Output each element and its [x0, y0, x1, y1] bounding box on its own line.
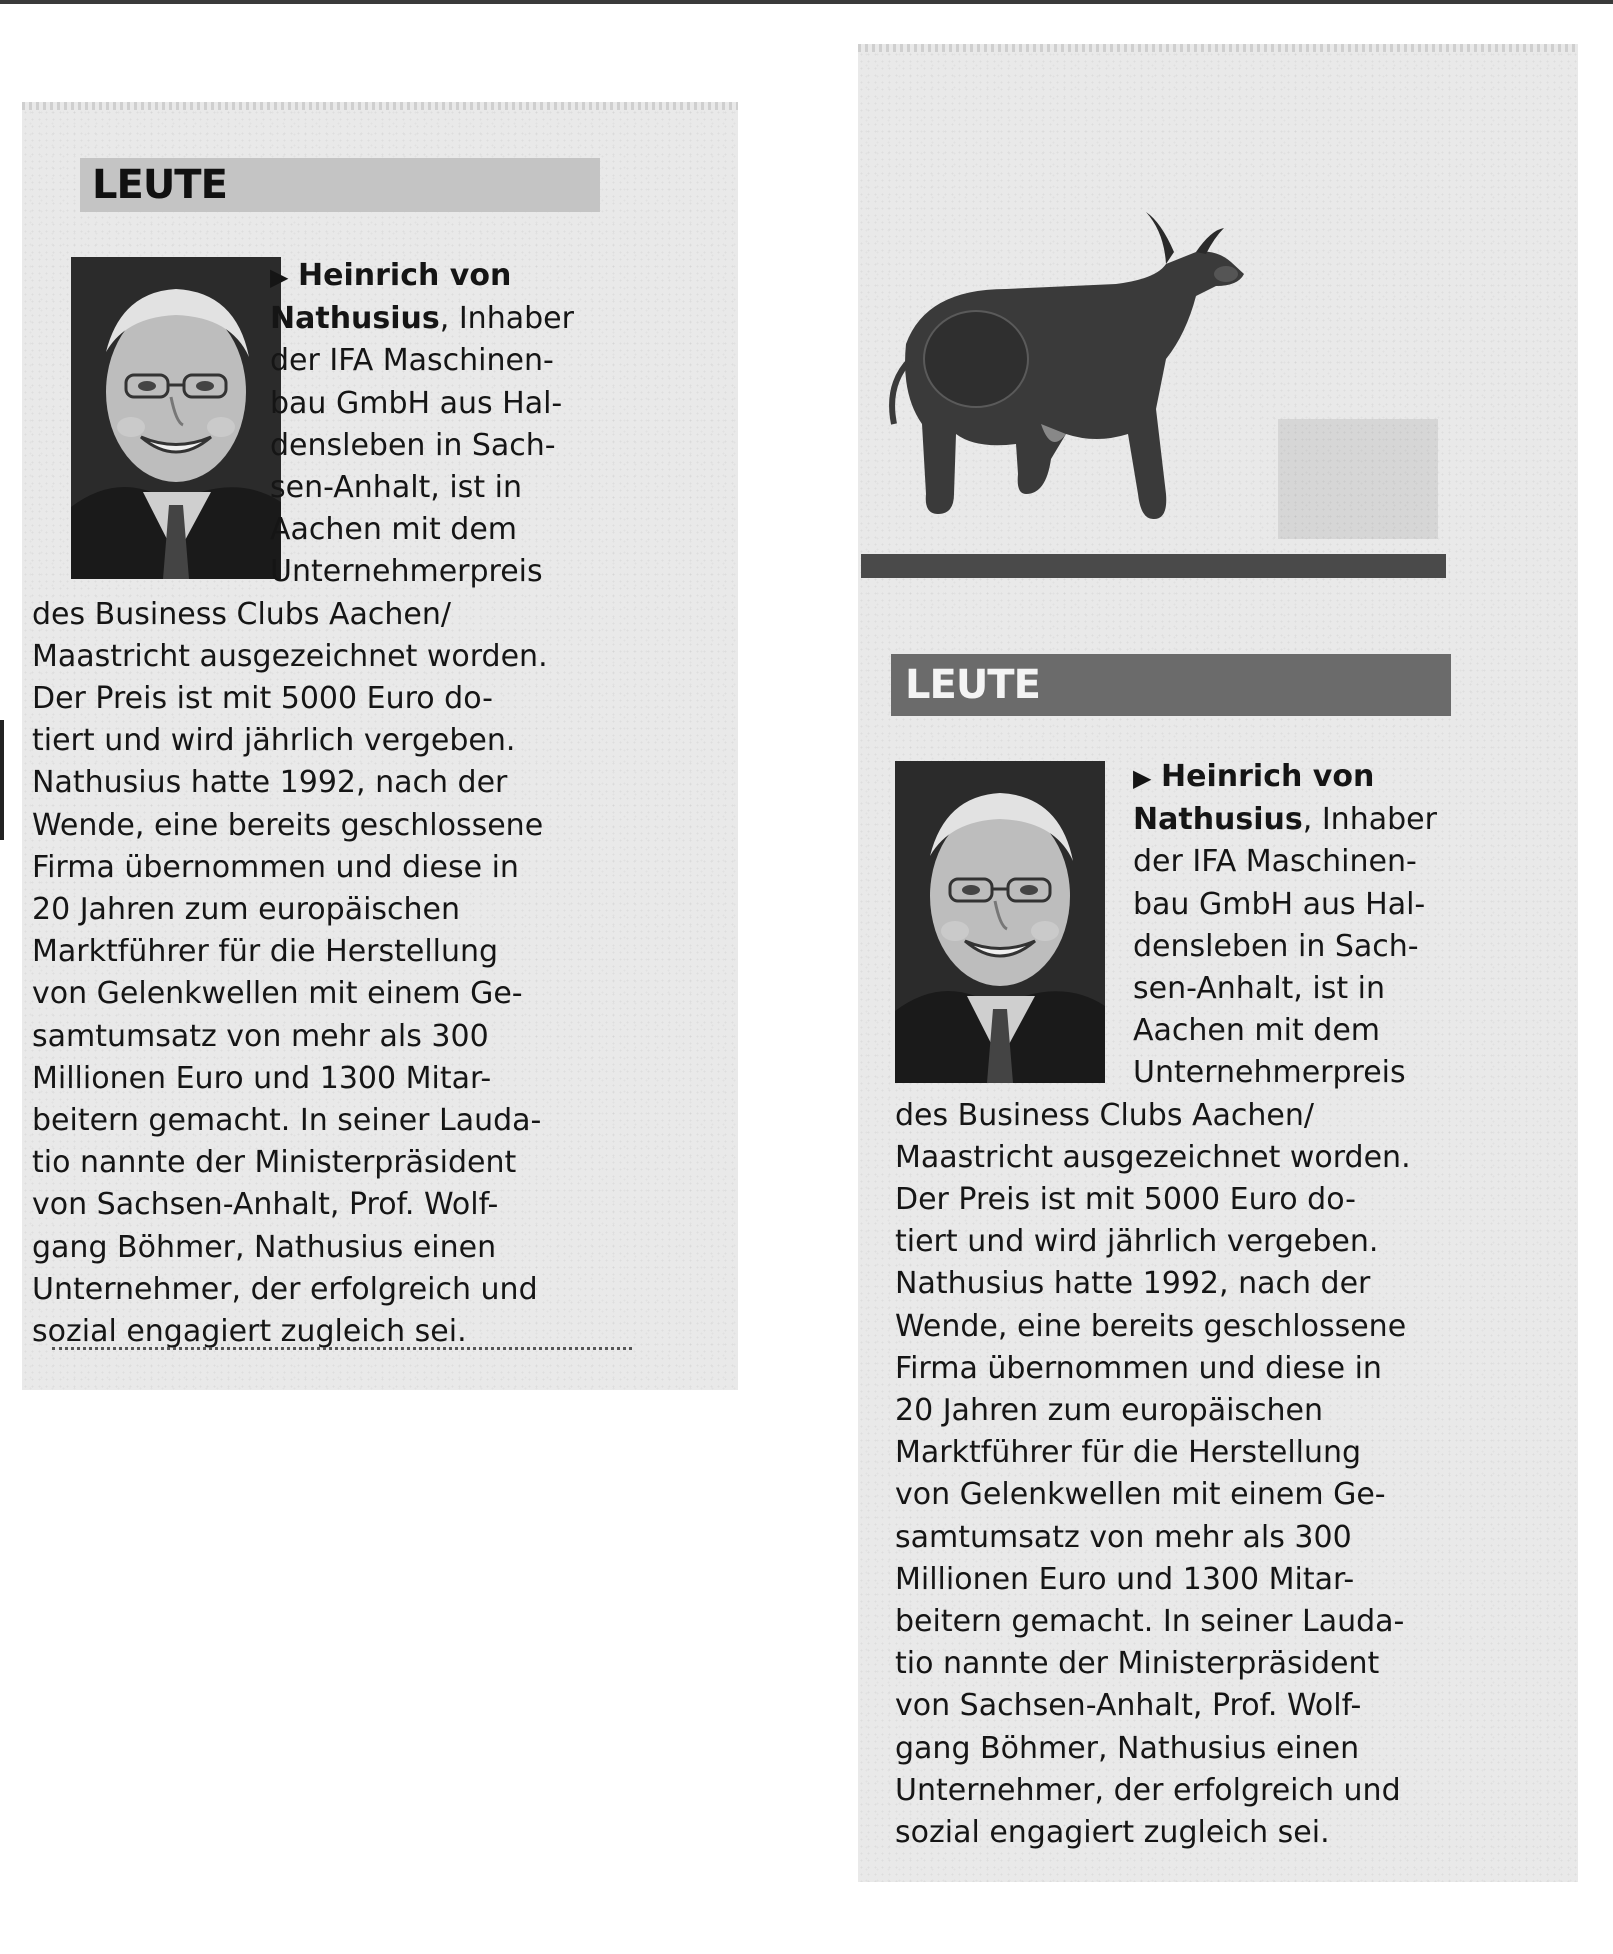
text-line: Wende, eine bereits geschlossene	[32, 807, 544, 843]
text-line: Unternehmer, der erfolgreich und	[895, 1772, 1401, 1808]
text-line: sozial engagiert zugleich sei.	[895, 1815, 1330, 1851]
section-label: LEUTE	[891, 654, 1451, 716]
article-text	[32, 255, 722, 1353]
person-name: Nathusius	[1133, 802, 1303, 838]
text-line: des Business Clubs Aachen/	[32, 596, 451, 632]
text-line: von Gelenkwellen mit einem Ge-	[32, 976, 523, 1012]
right-clipping	[858, 44, 1578, 1882]
text-line: tio nannte der Ministerpräsident	[895, 1646, 1380, 1682]
text-line: von Sachsen-Anhalt, Prof. Wolf-	[895, 1688, 1362, 1724]
text-line: Der Preis ist mit 5000 Euro do-	[895, 1182, 1356, 1218]
lead-in: Heinrich von	[1161, 759, 1375, 794]
text-line: der IFA Maschinen-	[1133, 844, 1417, 880]
text-line: Firma übernommen und diese in	[895, 1350, 1382, 1386]
dark-divider-band	[861, 554, 1446, 578]
left-clipping	[22, 102, 738, 1390]
text-line: Nathusius hatte 1992, nach der	[895, 1266, 1371, 1302]
text-line: , Inhaber	[1302, 802, 1437, 838]
text-line: tiert und wird jährlich vergeben.	[895, 1224, 1379, 1260]
person-name: Nathusius	[270, 301, 440, 337]
name-line	[895, 799, 1575, 841]
text-line: von Sachsen-Anhalt, Prof. Wolf-	[32, 1187, 499, 1223]
text-line: Maastricht ausgezeichnet worden.	[895, 1139, 1411, 1175]
text-line: sen-Anhalt, ist in	[1133, 971, 1385, 1007]
bleed-through-headline	[1278, 419, 1438, 539]
text-line: beitern gemacht. In seiner Lauda-	[32, 1103, 542, 1139]
text-line: sen-Anhalt, ist in	[270, 470, 522, 506]
lead-in-line	[895, 756, 1575, 799]
text-line: Maastricht ausgezeichnet worden.	[32, 638, 548, 674]
scan-edge-mark	[0, 720, 4, 840]
text-line: Firma übernommen und diese in	[32, 849, 519, 885]
text-line: densleben in Sach-	[270, 427, 556, 463]
text-line: Aachen mit dem	[270, 512, 518, 548]
text-line: Unternehmer, der erfolgreich und	[32, 1271, 538, 1307]
torn-edge	[858, 44, 1578, 52]
text-line: Aachen mit dem	[1133, 1013, 1381, 1049]
text-line: tio nannte der Ministerpräsident	[32, 1145, 517, 1181]
top-border	[0, 0, 1613, 4]
section-label: LEUTE	[80, 158, 600, 212]
text-line: samtumsatz von mehr als 300	[895, 1519, 1352, 1555]
text-line: des Business Clubs Aachen/	[895, 1097, 1314, 1133]
text-line: beitern gemacht. In seiner Lauda-	[895, 1604, 1405, 1640]
text-line: bau GmbH aus Hal-	[1133, 886, 1426, 922]
text-line: Millionen Euro und 1300 Mitar-	[895, 1561, 1355, 1597]
text-line: Nathusius hatte 1992, nach der	[32, 765, 508, 801]
text-line: tiert und wird jährlich vergeben.	[32, 723, 516, 759]
text-line: Millionen Euro und 1300 Mitar-	[32, 1060, 492, 1096]
text-line: von Gelenkwellen mit einem Ge-	[895, 1477, 1386, 1513]
dotted-rule	[52, 1347, 632, 1350]
play-triangle-icon: ▶	[270, 263, 289, 291]
text-line: 20 Jahren zum europäischen	[895, 1393, 1324, 1429]
torn-edge	[22, 102, 738, 110]
text-line: Unternehmerpreis	[1133, 1055, 1406, 1091]
cow-sculpture-photo	[866, 194, 1266, 574]
play-triangle-icon: ▶	[1133, 764, 1152, 792]
text-line: samtumsatz von mehr als 300	[32, 1018, 489, 1054]
text-line: Der Preis ist mit 5000 Euro do-	[32, 681, 493, 717]
text-line: densleben in Sach-	[1133, 928, 1419, 964]
text-line: gang Böhmer, Nathusius einen	[895, 1730, 1360, 1766]
text-line: der IFA Maschinen-	[270, 343, 554, 379]
lead-in: Heinrich von	[298, 258, 512, 293]
text-line: 20 Jahren zum europäischen	[32, 892, 461, 928]
text-line: Marktführer für die Herstellung	[32, 934, 499, 970]
text-line: Wende, eine bereits geschlossene	[895, 1308, 1407, 1344]
text-line: sozial engagiert zugleich sei.	[32, 1314, 467, 1350]
lead-in-line	[32, 255, 722, 298]
text-line: bau GmbH aus Hal-	[270, 385, 563, 421]
text-line: , Inhaber	[439, 301, 574, 337]
name-line	[32, 298, 722, 340]
text-line: gang Böhmer, Nathusius einen	[32, 1229, 497, 1265]
text-line: Unternehmerpreis	[270, 554, 543, 590]
article-text	[895, 756, 1575, 1854]
text-line: Marktführer für die Herstellung	[895, 1435, 1362, 1471]
